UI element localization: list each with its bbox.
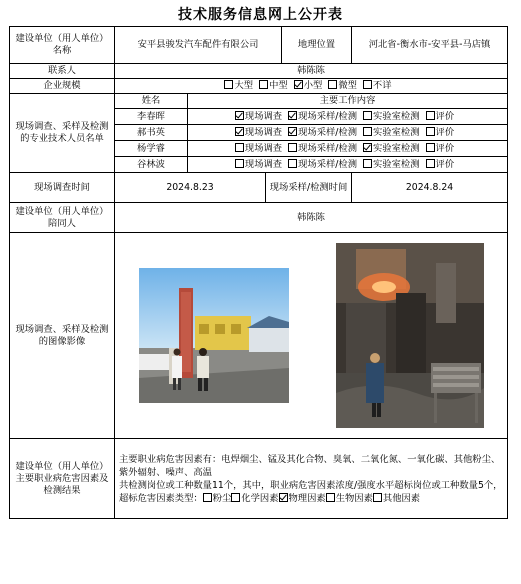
escort-label: 建设单位（用人单位）陪同人 (10, 203, 115, 233)
checkbox-option[interactable] (426, 159, 455, 170)
staff-work-options (188, 157, 508, 173)
checkbox-label: 现场采样/检测 (298, 110, 358, 122)
staff-work-options (188, 109, 508, 125)
checkbox-label: 实验室检测 (373, 158, 420, 170)
unchecked-box-icon[interactable] (373, 493, 382, 502)
unchecked-box-icon[interactable] (363, 127, 372, 136)
checkbox-label: 现场调查 (244, 158, 283, 170)
checkbox-label: 现场调查 (244, 110, 283, 122)
survey-time-label: 现场调查时间 (10, 173, 115, 203)
unchecked-box-icon[interactable] (326, 493, 335, 502)
unchecked-box-icon[interactable] (363, 159, 372, 168)
sampling-time-value: 2024.8.24 (352, 173, 508, 203)
checkbox-label: 实验室检测 (373, 126, 420, 138)
checkbox-label: 评价 (435, 142, 455, 154)
checkbox-label: 现场调查 (244, 126, 283, 138)
checkbox-label: 评价 (435, 158, 455, 170)
checkbox-option[interactable] (426, 111, 455, 122)
checkbox-label: 小型 (303, 80, 323, 91)
checked-box-icon[interactable] (235, 111, 244, 120)
unchecked-box-icon[interactable] (288, 143, 297, 152)
unchecked-box-icon[interactable] (426, 127, 435, 136)
checkbox-option[interactable] (373, 493, 420, 504)
contact-value: 韩陈陈 (115, 64, 508, 79)
checkbox-option[interactable] (294, 80, 323, 91)
checkbox-label: 现场采样/检测 (298, 142, 358, 154)
unchecked-box-icon[interactable] (235, 159, 244, 168)
checkbox-option[interactable] (363, 111, 420, 122)
staff-label: 现场调查、采样及检测的专业技术人员名单 (10, 94, 115, 173)
page-title: 技术服务信息网上公开表 (178, 7, 343, 23)
checkbox-label: 不详 (372, 80, 392, 91)
checkbox-option[interactable] (328, 80, 357, 91)
unchecked-box-icon[interactable] (235, 143, 244, 152)
images-label: 现场调查、采样及检测的图像影像 (10, 233, 115, 439)
checkbox-label: 实验室检测 (373, 110, 420, 122)
unchecked-box-icon[interactable] (426, 159, 435, 168)
staff-name-header: 姓名 (115, 94, 188, 109)
checkbox-option[interactable] (224, 80, 253, 91)
checkbox-option[interactable] (426, 143, 455, 154)
scale-options (115, 79, 508, 94)
checkbox-label: 中型 (269, 80, 288, 91)
checked-box-icon[interactable] (294, 80, 303, 89)
results-label: 建设单位（用人单位）主要职业病危害因素及检测结果 (10, 439, 115, 519)
checkbox-label: 现场采样/检测 (298, 126, 358, 138)
checkbox-option[interactable] (259, 80, 288, 91)
location-value: 河北省-衡水市-安平县-马店镇 (352, 27, 508, 64)
unchecked-box-icon[interactable] (363, 111, 372, 120)
staff-name: 李春晖 (115, 109, 188, 125)
unchecked-box-icon[interactable] (231, 493, 240, 502)
checkbox-label: 评价 (435, 110, 455, 122)
survey-time-value: 2024.8.23 (115, 173, 266, 203)
checkbox-option[interactable] (426, 127, 455, 138)
checkbox-option[interactable] (231, 493, 278, 504)
results-summary (119, 479, 503, 505)
checkbox-label: 评价 (435, 126, 455, 138)
results-count-text: 共检测岗位或工种数量11个，其中，职业病危害因素浓度/强度水平超标岗位或工种数量5个，超标危害因素类型： (119, 479, 503, 504)
staff-work-options (188, 141, 508, 157)
location-label: 地理位置 (282, 27, 352, 64)
checkbox-option[interactable] (363, 80, 392, 91)
hazard-type-options (203, 493, 420, 504)
checkbox-label: 生物因素 (335, 492, 373, 504)
sampling-time-label: 现场采样/检测时间 (266, 173, 352, 203)
checkbox-option[interactable] (288, 143, 357, 154)
checked-box-icon[interactable] (363, 143, 372, 152)
staff-work-header: 主要工作内容 (188, 94, 508, 109)
checked-box-icon[interactable] (235, 127, 244, 136)
checkbox-option[interactable] (235, 111, 282, 122)
unchecked-box-icon[interactable] (363, 80, 372, 89)
checkbox-label: 大型 (234, 80, 254, 91)
escort-value: 韩陈陈 (115, 203, 508, 233)
checked-box-icon[interactable] (288, 127, 297, 136)
staff-name: 谷林波 (115, 157, 188, 173)
checkbox-label: 其他因素 (382, 492, 421, 504)
checkbox-option[interactable] (288, 111, 357, 122)
checked-box-icon[interactable] (288, 111, 297, 120)
results-cell (115, 439, 508, 519)
unit-name-value: 安平县骏发汽车配件有限公司 (115, 27, 282, 64)
checkbox-label: 微型 (338, 80, 357, 91)
checkbox-option[interactable] (235, 159, 282, 170)
checkbox-label: 现场采样/检测 (298, 158, 358, 170)
unchecked-box-icon[interactable] (426, 143, 435, 152)
checkbox-label: 化学因素 (241, 492, 279, 504)
unchecked-box-icon[interactable] (224, 80, 233, 89)
checkbox-label: 物理因素 (288, 492, 326, 504)
results-hazards-text: 主要职业病危害因素有：电焊烟尘、锰及其化合物、臭氧、二氧化氮、一氧化碳、其他粉尘、紫外辐射、噪声、高温 (119, 453, 501, 478)
unchecked-box-icon[interactable] (259, 80, 268, 89)
checkbox-option[interactable] (326, 493, 373, 504)
checkbox-option[interactable] (288, 127, 357, 138)
workshop-photo (336, 243, 484, 428)
info-table (9, 26, 508, 519)
unchecked-box-icon[interactable] (288, 159, 297, 168)
unchecked-box-icon[interactable] (203, 493, 212, 502)
checkbox-option[interactable] (363, 159, 420, 170)
checkbox-option[interactable] (288, 159, 357, 170)
unchecked-box-icon[interactable] (328, 80, 337, 89)
site-entrance-photo (139, 268, 289, 403)
checkbox-label: 粉尘 (212, 492, 232, 504)
staff-work-options (188, 125, 508, 141)
checkbox-label: 现场调查 (244, 142, 283, 154)
checkbox-option[interactable] (203, 493, 232, 504)
checkbox-label: 实验室检测 (373, 142, 420, 154)
checkbox-option[interactable] (279, 493, 326, 504)
staff-name: 杨学睿 (115, 141, 188, 157)
scale-label: 企业规模 (10, 79, 115, 94)
contact-label: 联系人 (10, 64, 115, 79)
images-cell (115, 233, 508, 439)
checked-box-icon[interactable] (279, 493, 288, 502)
checkbox-option[interactable] (363, 127, 420, 138)
checkbox-option[interactable] (363, 143, 420, 154)
unit-name-label: 建设单位（用人单位）名称 (10, 27, 115, 64)
checkbox-option[interactable] (235, 143, 282, 154)
staff-name: 郝书英 (115, 125, 188, 141)
checkbox-option[interactable] (235, 127, 282, 138)
unchecked-box-icon[interactable] (426, 111, 435, 120)
